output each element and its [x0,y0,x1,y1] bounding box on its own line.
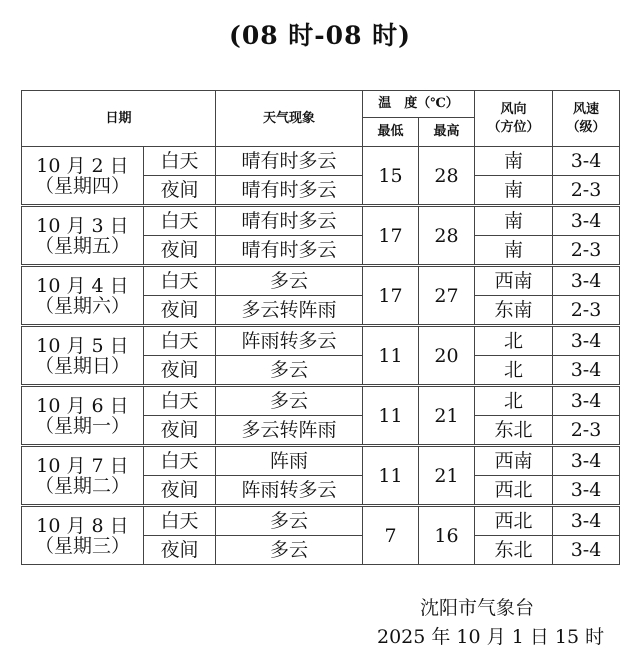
temp-max-cell: 28 [419,147,475,206]
wind-speed-cell: 3-4 [553,476,620,506]
period-cell: 白天 [144,326,216,356]
temp-min-cell: 17 [363,266,419,326]
wind-direction-cell: 北 [475,326,553,356]
date-cell [22,446,144,506]
weather-cell: 多云转阵雨 [216,296,363,326]
wind-direction-cell: 南 [475,206,553,236]
wind-direction-cell: 东北 [475,536,553,565]
period-cell: 夜间 [144,176,216,206]
forecast-row-day [22,386,620,416]
wind-speed-cell: 3-4 [553,356,620,386]
temp-max-cell: 21 [419,446,475,506]
header-wind-direction-unit: （方位） [487,119,540,135]
wind-speed-cell: 3-4 [553,266,620,296]
temp-min-cell: 7 [363,506,419,565]
temp-max-cell: 21 [419,386,475,446]
header-wind-speed-unit: （级） [566,119,606,135]
weekday-label: （星期三） [34,534,130,557]
header-weather: 天气现象 [216,91,363,147]
header-wind-direction-label: 风向 [500,101,527,117]
page-title: (08 时-08 时) [228,21,412,50]
weather-cell: 多云 [216,356,363,386]
date-cell [22,326,144,386]
forecast-row-day [22,206,620,236]
date-cell [22,147,144,206]
period-cell: 夜间 [144,416,216,446]
weather-cell: 多云 [216,266,363,296]
temp-max-cell: 27 [419,266,475,326]
wind-direction-cell: 北 [475,386,553,416]
header-temperature: 温 度（℃） [363,91,475,118]
period-cell: 夜间 [144,236,216,266]
temp-min-cell: 11 [363,446,419,506]
weather-cell: 阵雨转多云 [216,476,363,506]
date-label: 10 月 6 日 [36,394,129,417]
wind-direction-cell: 西北 [475,476,553,506]
header-row [22,91,620,118]
date-cell [22,206,144,266]
temp-min-cell: 15 [363,147,419,206]
wind-direction-cell: 东南 [475,296,553,326]
period-cell: 白天 [144,386,216,416]
wind-speed-cell: 2-3 [553,416,620,446]
period-cell: 白天 [144,266,216,296]
period-cell: 白天 [144,506,216,536]
wind-direction-cell: 西南 [475,266,553,296]
wind-direction-cell: 东北 [475,416,553,446]
date-cell [22,386,144,446]
weather-cell: 晴有时多云 [216,147,363,176]
weekday-label: （星期日） [34,354,130,377]
weather-cell: 多云 [216,536,363,565]
weekday-label: （星期四） [34,174,130,197]
period-cell: 夜间 [144,296,216,326]
date-label: 10 月 4 日 [36,274,129,297]
period-cell: 白天 [144,446,216,476]
date-label: 10 月 5 日 [36,334,129,357]
wind-direction-cell: 南 [475,236,553,266]
wind-direction-cell: 北 [475,356,553,386]
wind-speed-cell: 3-4 [553,386,620,416]
weather-cell: 晴有时多云 [216,236,363,266]
forecast-row-day [22,506,620,536]
header-wind-speed [553,91,620,147]
date-label: 10 月 8 日 [36,514,129,537]
wind-speed-cell: 3-4 [553,506,620,536]
forecast-table [21,90,620,565]
weekday-label: （星期二） [34,474,130,497]
wind-speed-cell: 2-3 [553,236,620,266]
weather-cell: 晴有时多云 [216,176,363,206]
weather-cell: 多云 [216,386,363,416]
weather-cell: 晴有时多云 [216,206,363,236]
weekday-label: （星期六） [34,294,130,317]
wind-direction-cell: 南 [475,176,553,206]
weather-cell: 阵雨 [216,446,363,476]
header-wind-speed-label: 风速 [573,101,600,117]
issue-time: 2025 年 10 月 1 日 15 时 [377,626,605,648]
temp-max-cell: 28 [419,206,475,266]
wind-speed-cell: 3-4 [553,206,620,236]
forecast-row-day [22,326,620,356]
weather-cell: 多云转阵雨 [216,416,363,446]
period-cell: 白天 [144,206,216,236]
temp-max-cell: 20 [419,326,475,386]
header-date: 日期 [22,91,216,147]
wind-speed-cell: 3-4 [553,536,620,565]
period-cell: 夜间 [144,536,216,565]
issuing-organization: 沈阳市气象台 [420,597,535,619]
period-cell: 夜间 [144,476,216,506]
header-temp-max: 最高 [419,118,475,147]
period-cell: 白天 [144,147,216,176]
weather-cell: 多云 [216,506,363,536]
weekday-label: （星期一） [34,414,130,437]
forecast-row-day [22,446,620,476]
date-cell [22,506,144,565]
wind-speed-cell: 3-4 [553,446,620,476]
temp-min-cell: 11 [363,326,419,386]
wind-speed-cell: 3-4 [553,326,620,356]
date-label: 10 月 2 日 [36,154,129,177]
forecast-row-day [22,266,620,296]
wind-speed-cell: 2-3 [553,296,620,326]
temp-min-cell: 17 [363,206,419,266]
weather-cell: 阵雨转多云 [216,326,363,356]
temp-min-cell: 11 [363,386,419,446]
period-cell: 夜间 [144,356,216,386]
wind-direction-cell: 西南 [475,446,553,476]
weekday-label: （星期五） [34,234,130,257]
temp-max-cell: 16 [419,506,475,565]
header-temp-min: 最低 [363,118,419,147]
wind-speed-cell: 2-3 [553,176,620,206]
wind-direction-cell: 南 [475,147,553,176]
wind-speed-cell: 3-4 [553,147,620,176]
date-label: 10 月 7 日 [36,454,129,477]
wind-direction-cell: 西北 [475,506,553,536]
header-wind-direction [475,91,553,147]
date-cell [22,266,144,326]
forecast-row-day [22,147,620,176]
date-label: 10 月 3 日 [36,214,129,237]
